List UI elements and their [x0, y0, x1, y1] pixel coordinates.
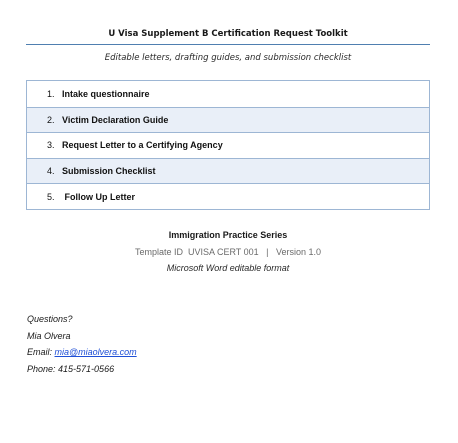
title-divider	[26, 44, 430, 45]
document-subtitle: Editable letters, drafting guides, and submission checklist	[104, 53, 352, 63]
contents-row-3	[27, 132, 429, 158]
contact-phone: Phone: 415-571-0566	[27, 363, 115, 374]
contact-block	[27, 311, 137, 377]
contents-row-1	[27, 81, 429, 107]
contents-number: 5.	[47, 191, 55, 202]
series-name: Immigration Practice Series	[168, 230, 288, 240]
contact-heading: Questions?	[27, 314, 73, 324]
contents-label: Victim Declaration Guide	[62, 114, 169, 125]
contents-row-5	[27, 183, 429, 209]
document-title: U Visa Supplement B Certification Request Toolkit	[108, 29, 348, 39]
contents-number: 4.	[47, 166, 55, 177]
contact-email-line	[27, 344, 137, 361]
contents-number: 1.	[47, 88, 55, 99]
contents-number: 3.	[47, 140, 55, 151]
contact-name: Mia Olvera	[27, 330, 71, 341]
contents-label: Submission Checklist	[62, 166, 156, 177]
template-id-version: Template ID UVISA CERT 001 | Version 1.0	[134, 247, 322, 257]
contents-label: Request Letter to a Certifying Agency	[62, 140, 223, 151]
contents-number: 2.	[47, 114, 55, 125]
contact-email-link[interactable]: mia@miaolvera.com	[54, 347, 137, 357]
contents-table	[26, 80, 430, 210]
contents-row-2	[27, 107, 429, 133]
contents-label: Follow Up Letter	[62, 191, 135, 202]
contents-label: Intake questionnaire	[62, 88, 150, 99]
file-format-note: Microsoft Word editable format	[166, 263, 290, 273]
contact-email-label: Email:	[27, 347, 55, 357]
contents-row-4	[27, 158, 429, 184]
